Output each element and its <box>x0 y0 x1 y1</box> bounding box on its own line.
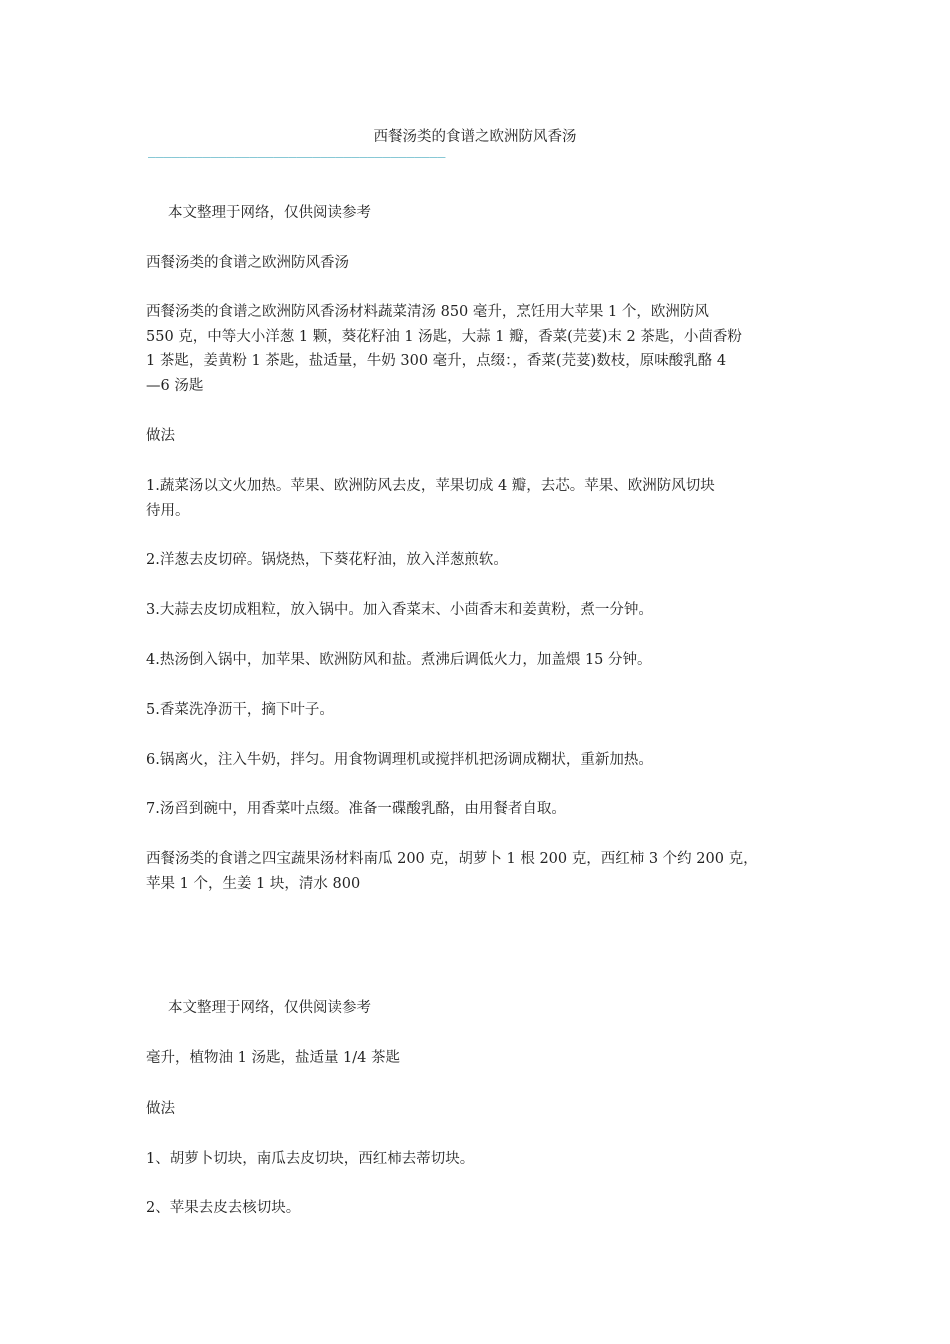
source-notice-page2: 本文整理于网络，仅供阅读参考 <box>168 1000 371 1016</box>
page-header-title: 西餐汤类的食谱之欧洲防风香汤 <box>373 129 577 145</box>
step-2: 2.洋葱去皮切碎。锅烧热，下葵花籽油，放入洋葱煎软。 <box>146 552 508 568</box>
page2-step-2: 2、苹果去皮去核切块。 <box>146 1200 301 1216</box>
ingredients-line: —6 汤匙 <box>146 377 204 394</box>
next-recipe-paragraph <box>146 847 816 896</box>
method-heading: 做法 <box>146 428 175 444</box>
ingredients-line: 西餐汤类的食谱之欧洲防风香汤材料蔬菜清汤 850 毫升，烹饪用大苹果 1 个，欧洲防风 <box>146 304 709 320</box>
step-6: 6.锅离火，注入牛奶，拌匀。用食物调理机或搅拌机把汤调成糊状，重新加热。 <box>146 752 653 768</box>
next-recipe-line: 苹果 1 个，生姜 1 块，清水 800 <box>146 875 361 892</box>
next-recipe-line: 西餐汤类的食谱之四宝蔬果汤材料南瓜 200 克，胡萝卜 1 根 200 克，西红柿 3 个约 200 克， <box>146 851 758 867</box>
step-5: 5.香菜洗净沥干，摘下叶子。 <box>146 702 334 718</box>
step-line: 待用。 <box>146 502 190 519</box>
ingredients-paragraph <box>146 300 816 398</box>
step-4: 4.热汤倒入锅中，加苹果、欧洲防风和盐。煮沸后调低火力，加盖煨 15 分钟。 <box>146 652 652 668</box>
step-line: 1.蔬菜汤以文火加热。苹果、欧洲防风去皮，苹果切成 4 瓣，去芯。苹果、欧洲防风切块 <box>146 478 715 494</box>
source-notice: 本文整理于网络，仅供阅读参考 <box>168 205 371 221</box>
step-3: 3.大蒜去皮切成粗粒，放入锅中。加入香菜末、小茴香末和姜黄粉，煮一分钟。 <box>146 602 653 618</box>
method-heading-page2: 做法 <box>146 1101 175 1117</box>
recipe-subtitle: 西餐汤类的食谱之欧洲防风香汤 <box>146 255 349 271</box>
step-1 <box>146 474 816 523</box>
step-7: 7.汤舀到碗中，用香菜叶点缀。准备一碟酸乳酪，由用餐者自取。 <box>146 801 566 817</box>
continued-ingredients: 毫升，植物油 1 汤匙，盐适量 1/4 茶匙 <box>146 1050 400 1066</box>
ingredients-line: 550 克，中等大小洋葱 1 颗，葵花籽油 1 汤匙，大蒜 1 瓣，香菜(芫荽)末 2 茶匙，小茴香粉 <box>146 328 742 345</box>
header-divider: —————————————————————————————————————— <box>148 152 446 164</box>
ingredients-line: 1 茶匙，姜黄粉 1 茶匙，盐适量，牛奶 300 毫升，点缀：，香菜(芫荽)数枝，原味酸乳酪 4 <box>146 353 727 369</box>
page2-step-1: 1、胡萝卜切块，南瓜去皮切块，西红柿去蒂切块。 <box>146 1151 475 1167</box>
